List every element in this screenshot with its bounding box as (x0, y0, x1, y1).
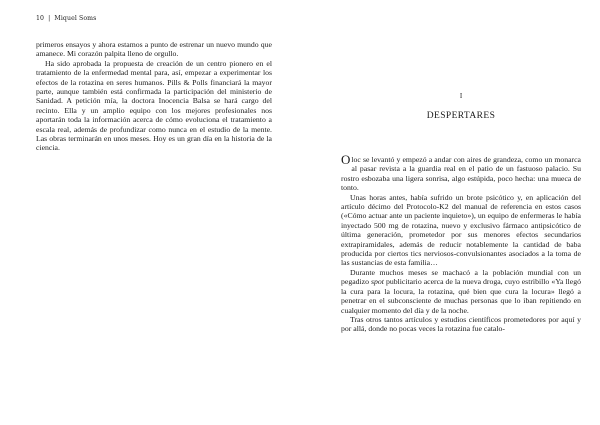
left-page-body (36, 40, 272, 153)
paragraph: Unas horas antes, había sufrido un brote psicótico y, en aplicación del artículo décimo del Protocolo-K2 del manual de referencia en estos casos («Cómo actuar ante un paciente inquieto»), un equipo de enfermeras le había inyectado 500 mg de rotazina, nuevo y exclusivo fármaco antipsicótico de última generación, prometedor por sus menores efectos secundarios extrapiramidales, además de reducir notablemente la cantidad de baba producida por ciertos tics nerviosos-convulsionantes asociados a la toma de las sustancias de esta familia… (341, 192, 581, 268)
right-page (300, 0, 600, 425)
right-page-body (341, 152, 581, 334)
page-number: 10 (36, 15, 45, 22)
running-head-separator: | (48, 15, 51, 22)
chapter-title: DESPERTARES (426, 111, 496, 121)
paragraph: Ha sido aprobada la propuesta de creación de un centro pionero en el tratamiento de la enfermedad mental para, así, empezar a experimentar los efectos de la rotazina en seres humanos. Pills & Polls financiará la mayor parte, aunque también está confirmada la participación del ministerio de Sanidad. A petición mía, la doctora Inocencia Balsa se hará cargo del recinto. Ella y un amplio equipo con los mejores profesionales nos aportarán toda la información acerca de cómo evoluciona el tratamiento a escala real, además de profundizar como nunca en el estudio de la mente. Las obras terminarán en unos meses. Hoy es un gran día en la historia de la ciencia. (36, 58, 272, 153)
drop-cap: O (341, 152, 351, 167)
author-name: Miquel Soms (54, 15, 97, 22)
paragraph: primeros ensayos y ahora estamos a punto de estrenar un nuevo mundo que amanece. Mi corazón palpita lleno de orgullo. (36, 40, 272, 59)
opening-paragraph (341, 152, 581, 193)
paragraph: Tras otros tantos artículos y estudios científicos prometedores por aquí y por allá, donde no pocas veces la rotazina fue catalo- (341, 314, 581, 334)
chapter-number: I (459, 92, 463, 100)
running-head (36, 15, 96, 22)
paragraph: Durante muchos meses se machacó a la población mundial con un pegadizo spot publicitario acerca de la nueva droga, cuyo estribillo «Ya llegó la cura para la locura, la rotazina, qué bien que cura la locura» llegó a penetrar en el subconsciente de muchas personas que lo iban repitiendo en cualquier momento del día y de la noche. (341, 267, 581, 315)
opening-paragraph-text: loc se levantó y empezó a andar con aires de grandeza, como un monarca al pasar revista a la guardia real en el patio de un fastuoso palacio. Su rostro esbozaba una ligera sonrisa, algo estúpida, poco hecha: una mueca de tonto. (341, 155, 581, 193)
